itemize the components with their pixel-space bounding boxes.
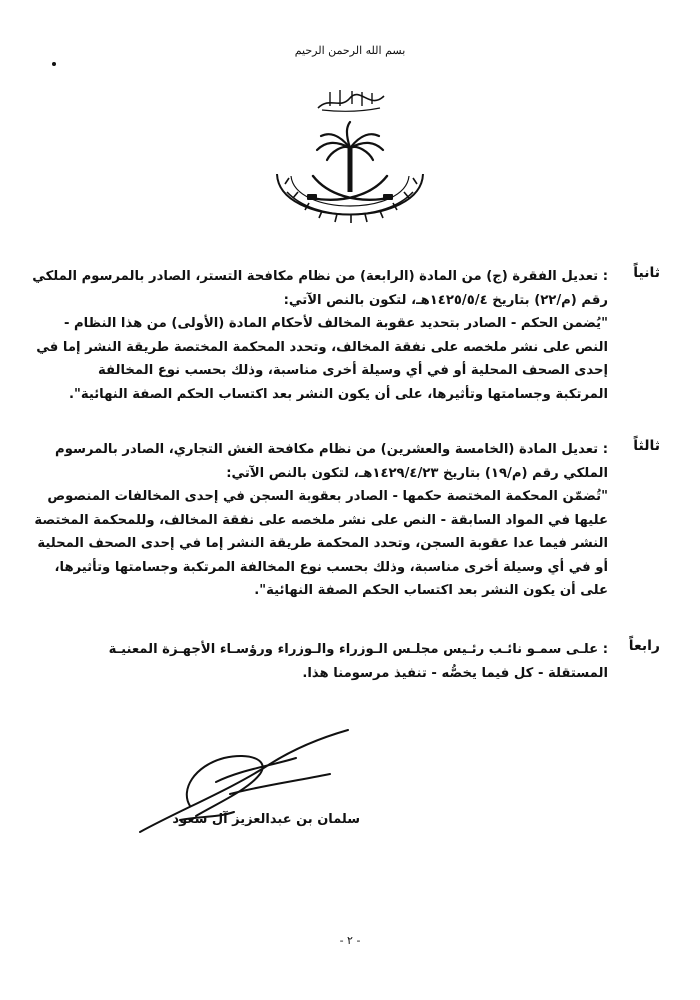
text-line: النص على نشر ملخصه على نفقة المخالف، وتحدد المحكمة المختصة طريقة النشر إما في (36, 339, 608, 355)
text-line: : علـى سمـو نائـب رئـيس مجلـس الـوزراء والـوزراء ورؤسـاء الأجهـزة المعنيـة (108, 642, 608, 657)
text-line: : تعديل الفقرة (ج) من المادة (الرابعة) من نظام مكافحة التستر، الصادر بالمرسوم الملكي (32, 269, 608, 284)
text-line: رقم (م/٢٢) بتاريخ ١٤٢٥/٥/٤هـ، لتكون بالنص الآتي: (283, 292, 608, 308)
article-third (34, 438, 660, 603)
article-second (32, 265, 660, 406)
shahada-calligraphy (300, 86, 400, 114)
saudi-emblem-logo (255, 118, 445, 248)
signer-name: سلمان بن عبدالعزيز آل سعود (172, 812, 360, 827)
article-body (32, 265, 608, 406)
article-body (34, 438, 608, 603)
basmala-header: بسم الله الرحمن الرحيم (294, 44, 406, 57)
article-label: رابعاً (628, 638, 660, 654)
text-line: : تعديل المادة (الخامسة والعشرين) من نظام مكافحة الغش التجاري، الصادر بالمرسوم (55, 442, 608, 457)
text-line: "تُضمّن المحكمة المختصة حكمها - الصادر بعقوبة السجن في إحدى المخالفات المنصوص (47, 489, 608, 504)
text-line: المستقلة - كل فيما يخصُّه - تنفيذ مرسومنا هذا. (302, 665, 608, 681)
text-line: عليها في المواد السابقة - النص على نشر ملخصه على نفقة المخالف، وللمحكمة المختصة (34, 512, 608, 528)
article-label: ثانياً (633, 265, 660, 281)
text-line: النشر فيما عدا عقوبة السجن، وتحدد المحكمة طريقة النشر إما في إحدى الصحف المحلية (37, 536, 608, 551)
text-line: "يُضمن الحكم - الصادر بتحديد عقوبة المخالف لأحكام المادة (الأولى) من هذا النظام - (63, 316, 608, 331)
corner-mark (52, 62, 56, 66)
text-line: أو في أي وسيلة أخرى مناسبة، وذلك بحسب نوع المخالفة المرتكبة وجسامتها وتأثيرها، (54, 559, 608, 575)
text-line: إحدى الصحف المحلية أو في أي وسيلة أخرى مناسبة، وذلك بحسب نوع المخالفة (98, 363, 608, 378)
article-body (40, 638, 608, 685)
text-line: المرتكبة وجسامتها وتأثيرها، على أن يكون النشر بعد اكتساب الحكم الصفة النهائية". (68, 386, 608, 402)
article-fourth (40, 638, 660, 685)
text-line: الملكي رقم (م/١٩) بتاريخ ١٤٢٩/٤/٢٣هـ، لتكون بالنص الآتي: (226, 465, 608, 481)
text-line: على أن يكون النشر بعد اكتساب الحكم الصفة النهائية". (254, 583, 608, 598)
article-label: ثالثاً (633, 438, 660, 454)
page-number: - ٢ - (339, 934, 361, 947)
